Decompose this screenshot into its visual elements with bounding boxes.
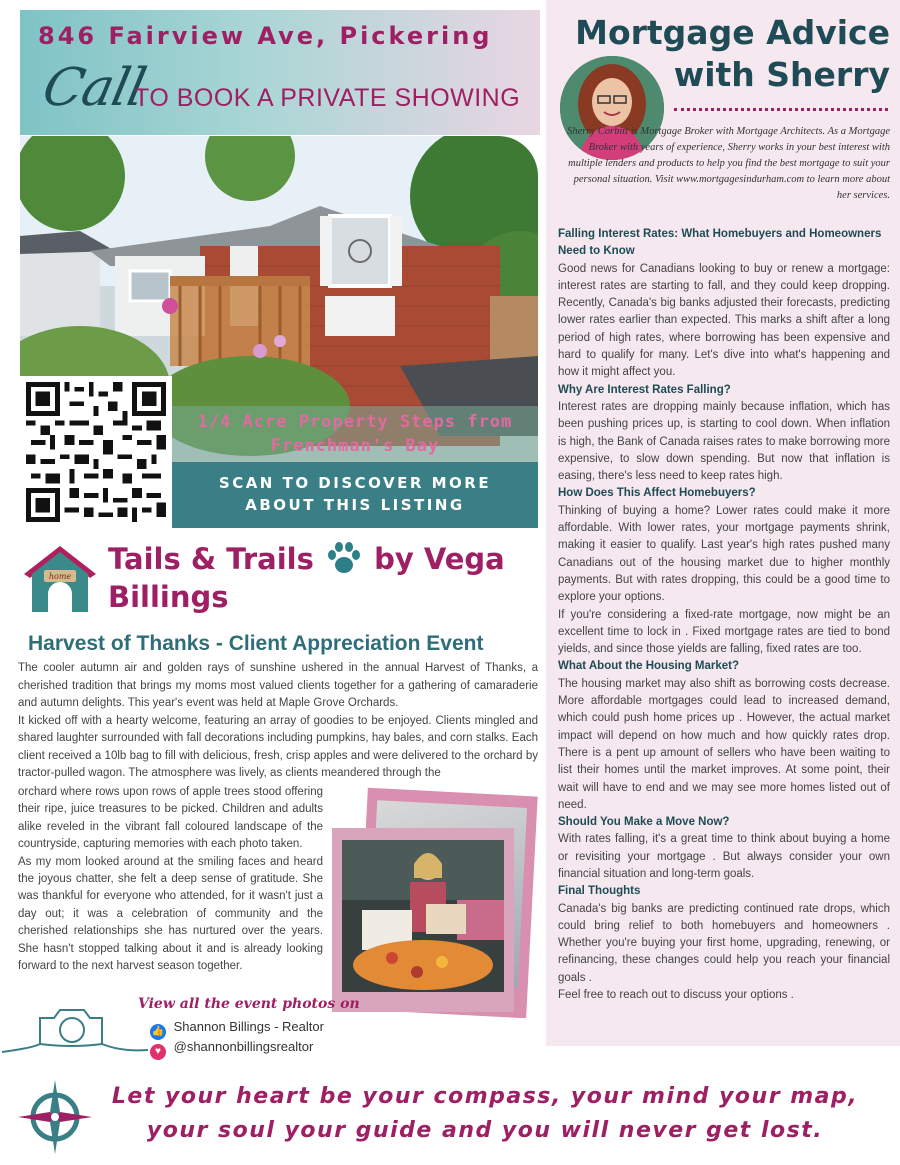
listing-qr-code[interactable] xyxy=(20,376,172,528)
article-heading-4: What About the Housing Market? xyxy=(558,660,740,673)
event-paragraph-1: The cooler autumn air and golden rays of sunshine ushered in the annual Harvest of Thanks, a cherished tradition that brings my moms most valued clients together for a gathering of camaraderie and autumn delights. This year's event was held at Maple Grove Orchards. xyxy=(18,662,538,709)
quote-line1: Let your heart be your compass, your mind your map, xyxy=(111,1084,859,1109)
article-heading-3: How Does This Affect Homebuyers? xyxy=(558,487,756,500)
scan-line1: SCAN TO DISCOVER MORE xyxy=(218,474,492,492)
article-paragraph-7: Canada's big banks are predicting continued rate drops, which could bring relief to both homebuyers and homeowners . Whether you're buying your first home, upgrading, renewing, or refinancing, these changes could help you reach your financial goals . xyxy=(558,902,890,984)
article-heading-5: Should You Make a Move Now? xyxy=(558,816,730,829)
listing-address: 846 Fairview Ave, Pickering xyxy=(38,22,493,50)
footer-quote xyxy=(90,1080,880,1148)
event-title: Harvest of Thanks - Client Appreciation Event xyxy=(28,632,484,655)
lot-label-line1: 1/4 Acre Property Steps from xyxy=(197,412,513,432)
instagram-label: @shannonbillingsrealtor xyxy=(173,1039,314,1054)
tails-column-title xyxy=(108,540,538,616)
sherry-bio xyxy=(560,124,890,204)
paw-icon xyxy=(324,541,364,575)
event-photos-cta: View all the event photos on xyxy=(138,996,360,1012)
article-paragraph-2: Interest rates are dropping mainly because inflation, which has been pushing prices up, is starting to cool down. When inflation is high, the Bank of Canada raises rates to make borrowing more expensive, to slow down spending. But now that inflation is easing, there's less need to keep rates high. xyxy=(558,400,890,483)
tails-title-part1: Tails & Trails xyxy=(108,542,314,576)
article-paragraph-1: Good news for Canadians looking to buy or renew a mortgage: interest rates are starting to fall, and they could keep dropping. Recently, Canada's big banks adjusted their forecasts, predicting lower rates earlier than expected. This marks a shift after a long period of high rates, where borrowing has been expensive and hard to qualify for many. Let's dive into what's happening and how it might affect you. xyxy=(558,262,890,379)
article-paragraph-4: If you're considering a fixed-rate mortgage, now might be an excellent time to lock in . Fixed mortgage rates are tied to bond yields, and since those yields are falling, fixed rates are too. xyxy=(558,608,890,656)
facebook-link[interactable] xyxy=(150,1019,324,1037)
event-body-wide xyxy=(18,660,538,783)
camera-icon xyxy=(0,996,150,1060)
mortgage-title-line2: with Sherry xyxy=(673,55,890,94)
title-divider xyxy=(674,108,888,111)
call-script-text: Call xyxy=(37,58,151,118)
mortgage-title-line1: Mortgage Advice xyxy=(575,13,890,52)
article-paragraph-3: Thinking of buying a home? Lower rates could make it more affordable. With lower rates, your mortgage payments shrink, making it easier to qualify. Last year's high rates pushed many Canadians out of the housing market due to higher monthly payments. But with rates dropping, this could be a good time to explore your options. xyxy=(558,504,890,604)
article-heading-2: Why Are Interest Rates Falling? xyxy=(558,383,731,396)
call-to-action: TO BOOK A PRIVATE SHOWING xyxy=(134,84,521,112)
doghouse-sign: home xyxy=(48,572,72,581)
article-paragraph-6: With rates falling, it's a great time to think about buying a home or revisiting your mortgage . But always consider your own financial situation and long-term goals. xyxy=(558,833,890,880)
doghouse-icon xyxy=(22,544,98,614)
instagram-icon: ♥ xyxy=(150,1044,166,1060)
quote-line2: your soul your guide and you will never get lost. xyxy=(146,1118,824,1143)
mortgage-column xyxy=(546,0,900,1046)
tails-title-part2: by Vega Billings xyxy=(108,542,505,614)
compass-icon xyxy=(16,1078,94,1156)
article-heading-1: Falling Interest Rates: What Homebuyers and Homeowners Need to Know xyxy=(558,228,882,258)
facebook-label: Shannon Billings - Realtor xyxy=(173,1019,324,1034)
lot-size-label xyxy=(172,406,538,462)
event-photo-front xyxy=(332,828,514,1012)
article-paragraph-5: The housing market may also shift as borrowing costs decrease. More affordable mortgages could lead to increased demand, which could push home prices up . However, the actual market impact will depend on how much and how quickly rates drop. There is a pent up amount of sellers who have been waiting to list their homes until the market improves. At some point, their wait will have to end and we may see more homes listed out of need. xyxy=(558,677,890,811)
lot-label-line2: Frenchman's Bay xyxy=(270,436,440,456)
article-paragraph-8: Feel free to reach out to discuss your options . xyxy=(558,989,794,1002)
scan-line2: ABOUT THIS LISTING xyxy=(245,496,465,514)
sherry-bio-text: Sherry Corbitt is Mortgage Broker with Mortgage Architects. As a Mortgage Broker with years of experience, Sherry works in your best interest with multiple lenders and products to help you find the best mortgage to suit your personal situation. Visit www.mortgagesindurham.com to learn more about her services. xyxy=(567,126,890,201)
instagram-link[interactable] xyxy=(150,1039,313,1057)
article-heading-6: Final Thoughts xyxy=(558,885,641,898)
scan-cta-bar xyxy=(172,462,538,528)
event-body-narrow xyxy=(18,784,323,975)
event-paragraph-2: It kicked off with a hearty welcome, featuring an array of goodies to be enjoyed. Clients mingled and shared laughter surrounded with fall decorations including pumpkins, hay bales, and corn stalks. Each client received a 10lb bag to fill with delicious, fresh, crisp apples and were delivered to the orchard by tractor-pulled wagon. The atmosphere was lively, as clients meandered through the xyxy=(18,714,538,779)
event-paragraph-3: orchard where rows upon rows of apple trees stood offering their ripe, juice treasures to be picked. Children and adults alike reveled in the vibrant fall coloured landscape of the countryside, capturing memories with each photo taken. xyxy=(18,786,323,851)
event-paragraph-4: As my mom looked around at the smiling faces and heard the joyous chatter, she felt a deep sense of gratitude. She was thankful for everyone who attended, for it wasn't just a day out; it was a celebration of community and the cherished relationships she has nurtured over the years. She hasn't stopped talking about it and is already looking forward to the next harvest season together. xyxy=(18,855,323,973)
facebook-icon: 👍 xyxy=(150,1024,166,1040)
mortgage-article xyxy=(558,226,890,1004)
